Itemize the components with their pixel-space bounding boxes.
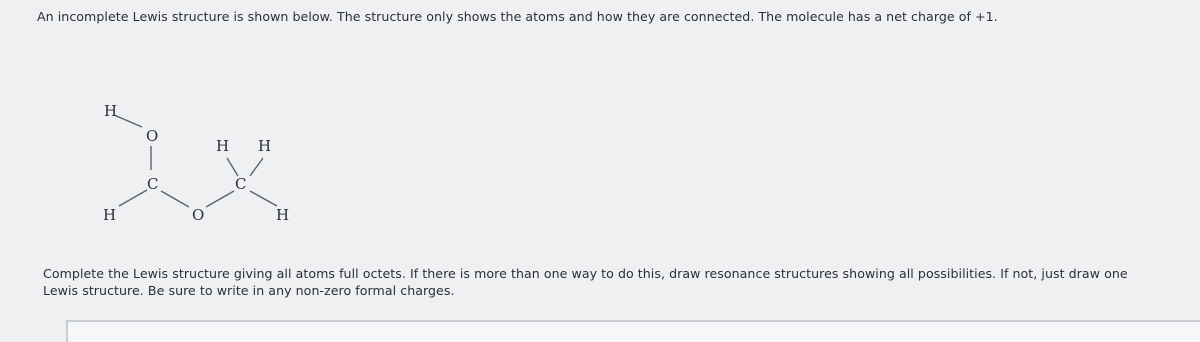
- question-instructions: Complete the Lewis structure giving all atoms full octets. If there is more than one way to do this, draw resonance structures showing all possibilities. If not, just draw one Lewis structure. Be sure to write in any non-zero formal charges.: [43, 266, 1128, 298]
- bond-h-o-top: [114, 115, 142, 127]
- bond-c-left-o-middle: [161, 191, 189, 207]
- atom-c-left: C: [147, 175, 159, 193]
- atom-h-bottom-right: H: [276, 206, 290, 224]
- question-prompt: An incomplete Lewis structure is shown below. The structure only shows the atoms and how they are connected. The molecule has a net charge of +1.: [37, 9, 998, 24]
- bond-h-c-left: [119, 190, 147, 206]
- lewis-structure-diagram: [95, 95, 305, 235]
- atom-h-top-left: H: [104, 102, 118, 120]
- atom-o-top: O: [146, 127, 159, 145]
- atom-o-middle: O: [192, 206, 205, 224]
- atom-h-top-mid: H: [216, 137, 230, 155]
- atom-h-bottom-left: H: [103, 206, 117, 224]
- bond-c-right-h-bottom: [250, 191, 277, 206]
- atom-h-top-right: H: [258, 137, 272, 155]
- bond-h-mid-c-right: [227, 158, 238, 176]
- bond-o-middle-c-right: [206, 191, 234, 207]
- bond-h-right-c-right: [250, 158, 263, 176]
- answer-drawing-area[interactable]: [66, 320, 1200, 342]
- atom-c-right: C: [235, 175, 247, 193]
